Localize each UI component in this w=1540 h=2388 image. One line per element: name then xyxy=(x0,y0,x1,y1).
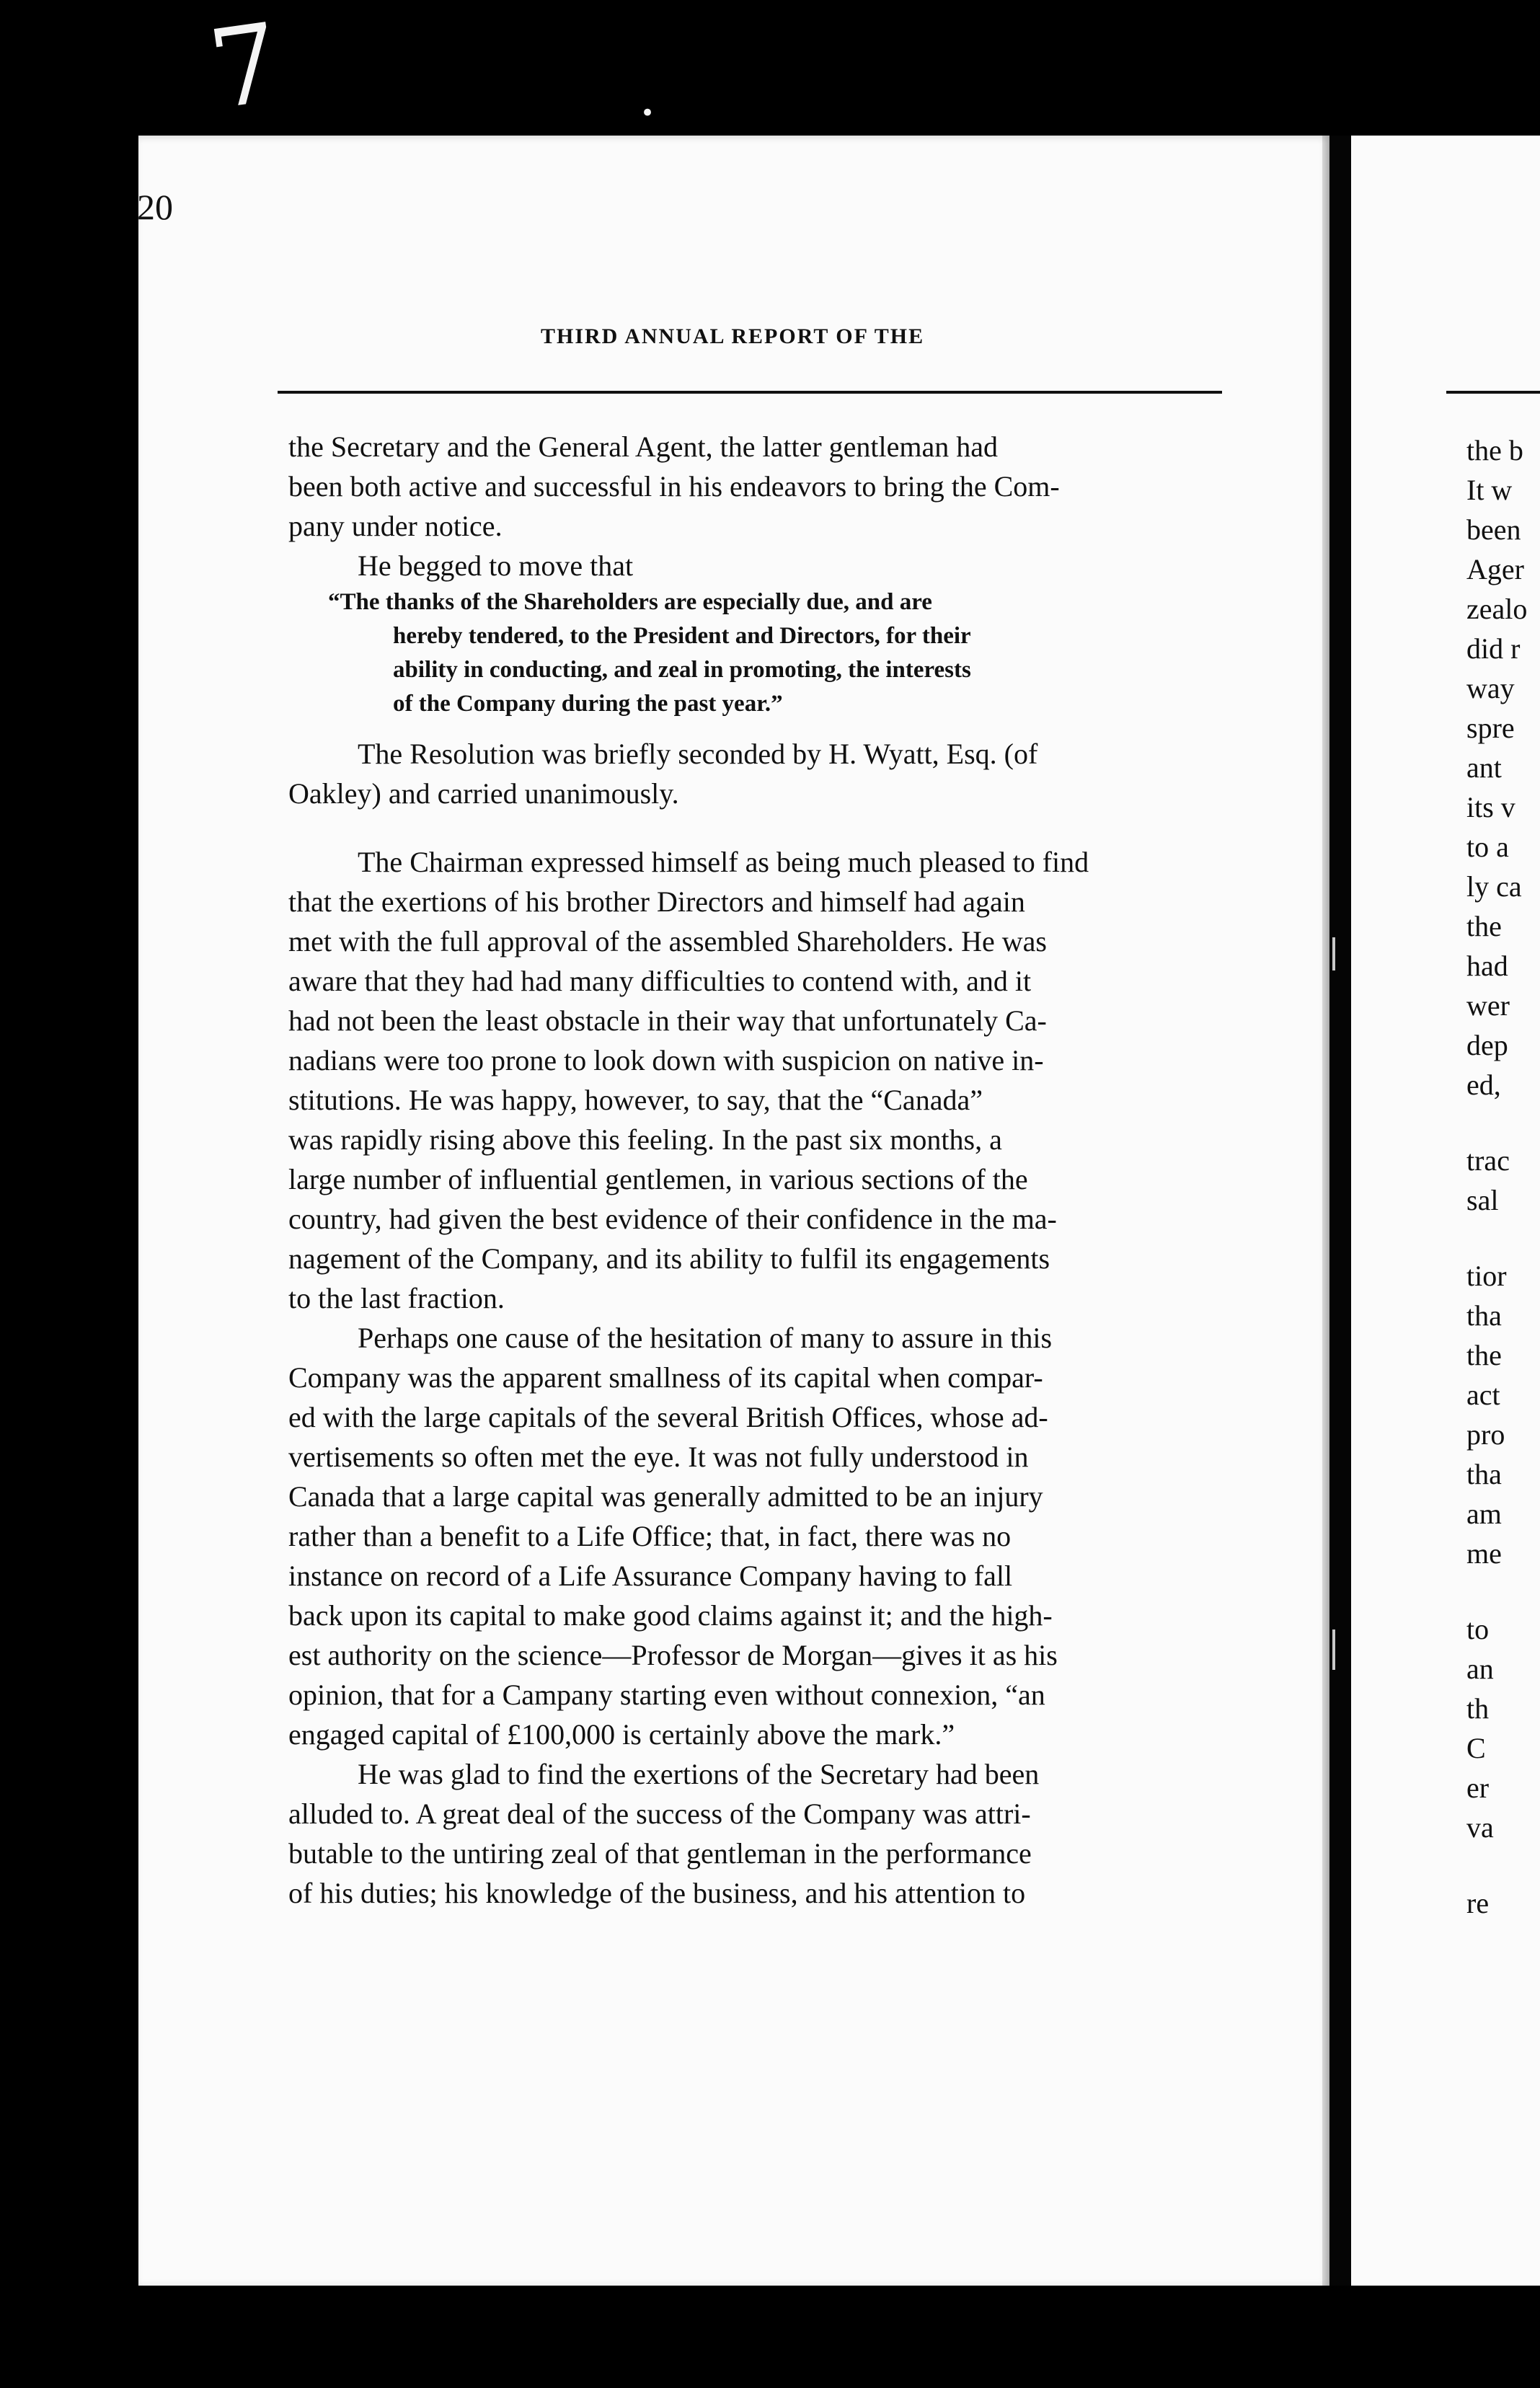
body-line: alluded to. A great deal of the success of the Company was attri- xyxy=(288,1797,1031,1830)
body-line: He was glad to find the exertions of the Secretary had been xyxy=(358,1758,1040,1790)
page-number: 20 xyxy=(137,187,173,227)
scan-speck: • xyxy=(640,99,655,128)
spacer xyxy=(1466,1105,1527,1141)
fragment-line: dep xyxy=(1466,1029,1508,1061)
right-page-text-fragments xyxy=(1466,430,1527,1923)
fragment-line: th xyxy=(1466,1692,1490,1725)
fragment-line: the xyxy=(1466,1339,1502,1371)
body-line: large number of influential gentlemen, in various sections of the xyxy=(288,1163,1028,1195)
fragment-line: am xyxy=(1466,1498,1502,1530)
body-line: stitutions. He was happy, however, to say, that the “Canada” xyxy=(288,1084,983,1116)
fragment-line: ed, xyxy=(1466,1069,1501,1101)
fragment-line: va xyxy=(1466,1811,1494,1844)
body-line: was rapidly rising above this feeling. In the past six months, a xyxy=(288,1123,1002,1156)
quote-line: hereby tendered, to the President and Directors, for their xyxy=(393,623,971,649)
page-edge-shadow xyxy=(1322,136,1329,2286)
body-line: vertisements so often met the eye. It was not fully understood in xyxy=(288,1441,1029,1473)
header-rule xyxy=(278,391,1222,394)
fragment-line: wer xyxy=(1466,989,1510,1022)
fragment-line: re xyxy=(1466,1887,1490,1919)
body-line: Perhaps one cause of the hesitation of many to assure in this xyxy=(358,1322,1053,1354)
quote-line: “The thanks of the Shareholders are especially due, and are xyxy=(328,589,932,615)
body-line: had not been the least obstacle in their way that unfortunately Ca- xyxy=(288,1004,1047,1037)
fragment-line: act xyxy=(1466,1379,1500,1411)
body-line: Oakley) and carried unanimously. xyxy=(288,777,679,810)
body-line: the Secretary and the General Agent, the latter gentleman had xyxy=(288,430,999,463)
body-line: opinion, that for a Campany starting even without connexion, “an xyxy=(288,1679,1045,1711)
body-line: pany under notice. xyxy=(288,510,503,542)
margin-pencil-mark: 7 xyxy=(202,0,288,134)
spacer xyxy=(288,813,1223,842)
running-head: THIRD ANNUAL REPORT OF THE xyxy=(541,324,925,348)
fragment-line: been xyxy=(1466,513,1521,546)
body-line: met with the full approval of the assembled Shareholders. He was xyxy=(288,925,1047,958)
body-line: The Chairman expressed himself as being much pleased to find xyxy=(358,846,1089,878)
body-line: country, had given the best evidence of their confidence in the ma- xyxy=(288,1203,1057,1235)
body-line: that the exertions of his brother Directors and himself had again xyxy=(288,885,1025,918)
fragment-line: ant xyxy=(1466,751,1502,784)
body-line: back upon its capital to make good claims against it; and the high- xyxy=(288,1599,1053,1632)
body-line: rather than a benefit to a Life Office; that, in fact, there was no xyxy=(288,1520,1012,1552)
fragment-line: tha xyxy=(1466,1299,1502,1332)
body-line: est authority on the science—Professor de Morgan—gives it as his xyxy=(288,1639,1058,1671)
spacer xyxy=(288,721,1223,734)
fragment-line: sal xyxy=(1466,1184,1499,1216)
fragment-line: pro xyxy=(1466,1418,1505,1451)
fragment-line: its v xyxy=(1466,791,1515,823)
fragment-line: me xyxy=(1466,1537,1502,1570)
body-line: butable to the untiring zeal of that gentleman in the performance xyxy=(288,1837,1032,1870)
fragment-line: the xyxy=(1466,910,1502,942)
resolution-quote xyxy=(328,585,1223,721)
fragment-line: C xyxy=(1466,1732,1486,1764)
body-line: engaged capital of £100,000 is certainly above the mark.” xyxy=(288,1718,955,1751)
fragment-line: tha xyxy=(1466,1458,1502,1490)
spacer xyxy=(1466,1573,1527,1609)
body-line: to the last fraction. xyxy=(288,1282,505,1314)
fragment-line: trac xyxy=(1466,1144,1510,1177)
quote-line: ability in conducting, and zeal in promoting, the interests xyxy=(393,657,971,683)
spine-fragment xyxy=(1332,1629,1335,1670)
body-line: He begged to move that xyxy=(358,549,634,582)
quote-line: of the Company during the past year.” xyxy=(393,691,783,717)
body-line: instance on record of a Life Assurance Company having to fall xyxy=(288,1560,1013,1592)
fragment-line: did r xyxy=(1466,632,1521,665)
fragment-line: spre xyxy=(1466,712,1515,744)
body-line: The Resolution was briefly seconded by H. Wyatt, Esq. (of xyxy=(358,738,1038,770)
fragment-line: to xyxy=(1466,1613,1490,1645)
fragment-line: had xyxy=(1466,950,1508,982)
body-line: aware that they had had many difficulties to contend with, and it xyxy=(288,965,1032,997)
fragment-line: way xyxy=(1466,672,1515,704)
spacer xyxy=(1466,1220,1527,1256)
body-line: of his duties; his knowledge of the business, and his attention to xyxy=(288,1877,1026,1909)
right-page-header-rule xyxy=(1446,391,1540,394)
spine-fragment xyxy=(1332,937,1335,970)
fragment-line: ly ca xyxy=(1466,870,1522,903)
body-line: nadians were too prone to look down with suspicion on native in- xyxy=(288,1044,1044,1076)
fragment-line: zealo xyxy=(1466,593,1528,625)
fragment-line: er xyxy=(1466,1772,1490,1804)
body-line: Canada that a large capital was generally admitted to be an injury xyxy=(288,1480,1043,1513)
fragment-line: the b xyxy=(1466,434,1523,466)
fragment-line: It w xyxy=(1466,474,1513,506)
book-gutter xyxy=(1329,136,1351,2286)
body-line: nagement of the Company, and its ability to fulfil its engagements xyxy=(288,1242,1050,1275)
spacer xyxy=(1466,1847,1527,1883)
body-line: ed with the large capitals of the several British Offices, whose ad- xyxy=(288,1401,1048,1433)
fragment-line: tior xyxy=(1466,1260,1507,1292)
fragment-line: an xyxy=(1466,1653,1494,1685)
document-body xyxy=(288,427,1223,1913)
fragment-line: Ager xyxy=(1466,553,1524,585)
body-line: been both active and successful in his endeavors to bring the Com- xyxy=(288,470,1060,503)
body-line: Company was the apparent smallness of its capital when compar- xyxy=(288,1361,1043,1394)
fragment-line: to a xyxy=(1466,831,1509,863)
